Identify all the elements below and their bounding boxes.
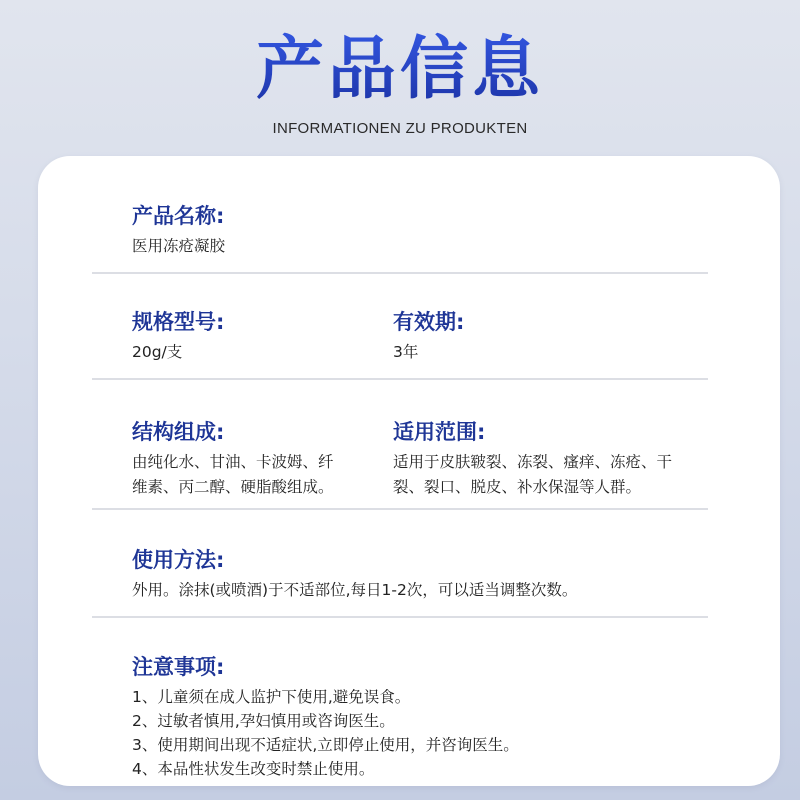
precautions-list xyxy=(132,685,519,781)
page-subtitle: INFORMATIONEN ZU PRODUKTEN xyxy=(272,120,528,137)
validity-column xyxy=(393,308,464,365)
divider xyxy=(92,378,708,380)
product-info-card xyxy=(38,156,780,786)
validity-value: 3年 xyxy=(393,343,419,361)
scope-line: 适用于皮肤皲裂、冻裂、瘙痒、冻疮、干 xyxy=(393,453,673,471)
usage-label: 使用方法: xyxy=(132,548,225,572)
composition-value xyxy=(132,450,334,500)
scope-line: 裂、裂口、脱皮、补水保湿等人群。 xyxy=(393,478,642,496)
composition-column xyxy=(132,418,334,500)
spec-value: 20g/支 xyxy=(132,343,183,361)
spec-label: 规格型号: xyxy=(132,310,225,334)
composition-label: 结构组成: xyxy=(132,420,225,444)
precaution-item: 3、使用期间出现不适症状,立即停止使用，并咨询医生。 xyxy=(132,736,519,754)
precautions-label: 注意事项: xyxy=(132,655,225,679)
precaution-item: 1、儿童须在成人监护下使用,避免误食。 xyxy=(132,688,411,706)
page-header xyxy=(0,0,800,150)
product-name-value: 医用冻疮凝胶 xyxy=(132,237,226,255)
scope-value xyxy=(393,450,672,500)
divider xyxy=(92,616,708,618)
divider xyxy=(92,508,708,510)
product-name-label: 产品名称: xyxy=(132,204,225,228)
divider xyxy=(92,272,708,274)
composition-line: 维素、丙二醇、硬脂酸组成。 xyxy=(132,478,334,496)
validity-label: 有效期: xyxy=(393,310,465,334)
precaution-item: 2、过敏者慎用,孕妇慎用或咨询医生。 xyxy=(132,712,395,730)
composition-line: 由纯化水、甘油、卡波姆、纤 xyxy=(132,453,334,471)
page-title: 产品信息 xyxy=(0,30,800,110)
scope-column xyxy=(393,418,672,500)
usage-value: 外用。涂抹(或喷酒)于不适部位,每日1-2次，可以适当调整次数。 xyxy=(132,581,578,599)
precaution-item: 4、本品性状发生改变时禁止使用。 xyxy=(132,760,375,778)
scope-label: 适用范围: xyxy=(393,420,486,444)
spec-column xyxy=(132,308,224,365)
